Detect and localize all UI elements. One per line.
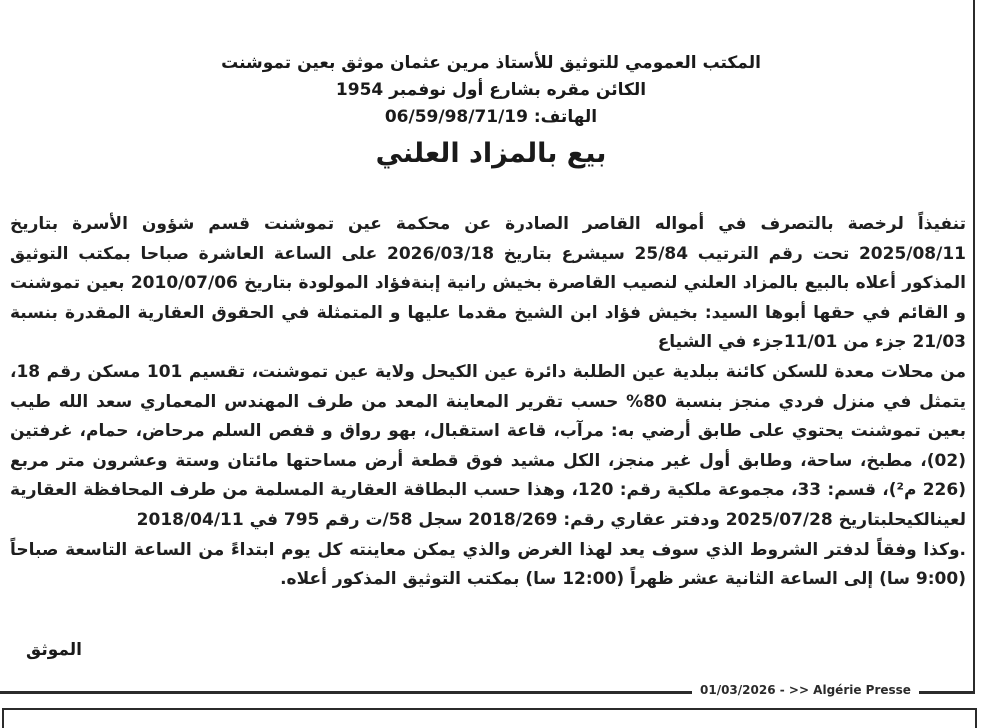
paragraph-property-description: من محلات معدة للسكن كائنة ببلدية عين الطلبة دائرة عين الكيحل ولاية عين تموشنت، تقسيم 101 مسكن رقم 18، يتمثل في منزل فردي منجز بنسبة 80% حسب تقرير المعاينة المعد من طرف المهندس المعماري سعد الله طيب بعين تموشنت يحتوي على طابق أرضي به: مرآب، قاعة استقبال، بهو رواق و قفص السلم مرحاض، حمام، غرفتين (02)، مطبخ، ساحة، وطابق أول غير منجز، الكل مشيد فوق قطعة أرض مساحتها مائتان وستة وعشرون متر مربع (226 م²)، قسم: 33، مجموعة ملكية رقم: 120، وهذا حسب البطاقة العقارية المسلمة من طرف المحافظة العقارية لعينالكيحلبتاريخ 2025/07/28 ودفتر عقاري رقم: 2018/269 سجل 58/ت رقم 795 في 2018/04/11 — [10, 361, 966, 530]
office-phone: الهاتف: 06/59/98/71/19 — [384, 107, 598, 127]
next-notice-frame — [2, 708, 977, 728]
office-address: الكائن مقره بشارع أول نوفمبر 1954 — [335, 80, 647, 100]
footer-date-source: 01/03/2026 - >> Algérie Presse — [692, 683, 919, 697]
notice-header — [0, 50, 982, 175]
notice-title: بيع بالمزاد العلني — [375, 138, 607, 169]
notary-signature: الموثق — [26, 640, 82, 660]
office-name: المكتب العمومي للتوثيق للأستاذ مرين عثمان موثق بعين تموشنت — [221, 53, 761, 73]
paragraph-viewing-conditions: .وكذا وفقاً لدفتر الشروط الذي سوف يعد لهذا الغرض والذي يمكن معاينته كل يوم ابتداءً من الساعة التاسعة صباحاً (9:00 سا) إلى الساعة الثانية عشر ظهراً (12:00 سا) بمكتب التوثيق المذكور أعلاه. — [10, 539, 966, 590]
notice-body — [10, 210, 966, 595]
paragraph-auction-terms: تنفيذاً لرخصة بالتصرف في أمواله القاصر الصادرة عن محكمة عين تموشنت قسم شؤون الأسرة بتاريخ 2025/08/11 تحت رقم الترتيب 25/84 سيشرع بتاريخ 2026/03/18 على الساعة العاشرة صباحا بمكتب التوثيق المذكور أعلاه بالبيع بالمزاد العلني لنصيب القاصرة بخيش رانية إبنةفؤاد المولودة بتاريخ 2010/07/06 بعين تموشنت و القائم في حقها أبوها السيد: بخيش فؤاد ابن الشيخ مقدما عليها و المتمثلة في الحقوق العقارية المقدرة بنسبة 21/03 جزء من 11/01جزء في الشياع — [10, 214, 966, 353]
